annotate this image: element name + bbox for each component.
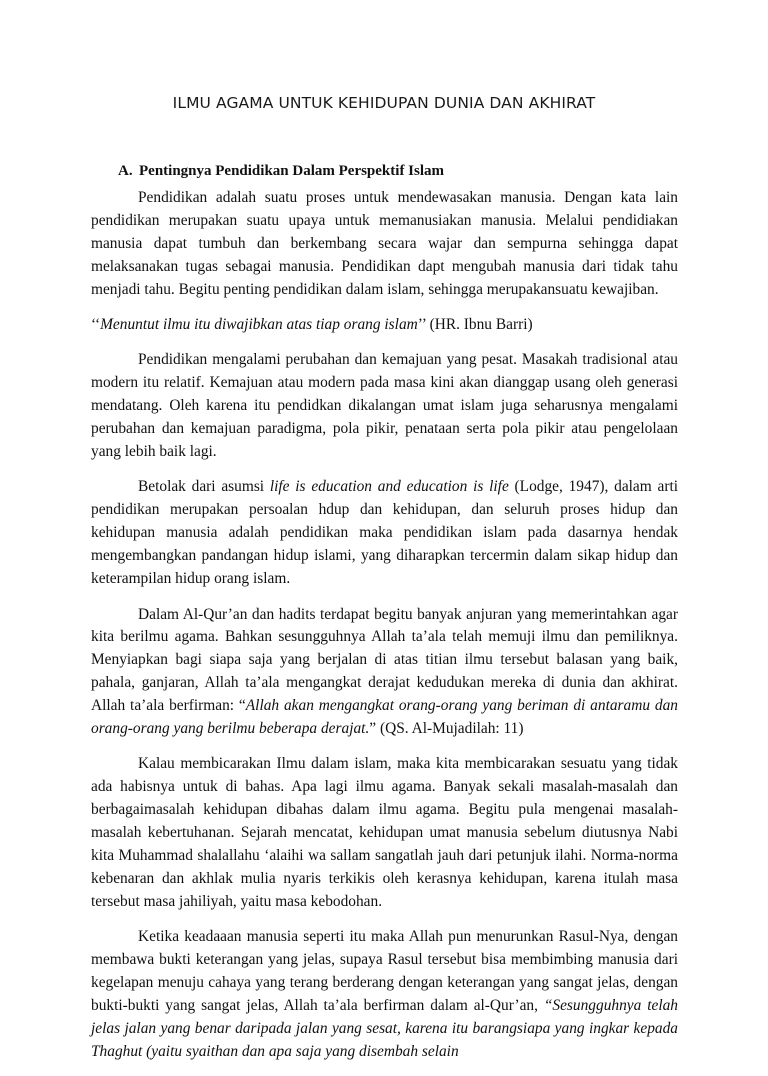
paragraph-6-before: Ketika keadaaan manusia seperti itu maka Allah pun menurunkan Rasul-Nya, dengan membawa bukti keterangan yang jelas, supaya Rasul tersebut bisa membimbing manusia dari kegelapan menuju cahaya yang terang berderang dengan keterangan yang sangat jelas, dengan bukti-bukti yang sangat jelas, Allah ta’ala berfirman dalam al-Qur’an, xyxy=(91,928,678,1014)
paragraph-4-after: ” (QS. Al-Mujadilah: 11) xyxy=(369,720,524,738)
paragraph-4-before: Dalam Al-Qur’an dan hadits terdapat begitu banyak anjuran yang memerintahkan agar kita berilmu agama. Bahkan sesungguhnya Allah ta’ala telah memuji ilmu dan pemiliknya. Menyiapkan bagi siapa saja yang berjalan di atas titian ilmu tersebut balasan yang baik, pahala, ganjaran, Allah ta’ala mengangkat derajat kedudukan mereka di dunia dan akhirat. Allah ta’ala berfirman: “ xyxy=(91,605,678,715)
paragraph-3 xyxy=(91,476,678,591)
section-heading xyxy=(118,163,444,180)
document-title: ILMU AGAMA UNTUK KEHIDUPAN DUNIA DAN AKHIRAT xyxy=(172,94,596,112)
section-heading-text: Pentingnya Pendidikan Dalam Perspektif Islam xyxy=(139,163,445,179)
paragraph-3-after: (Lodge, 1947), dalam arti pendidikan merupakan persoalan hdup dan kehidupan, dan seluruh proses hidup dan kehidupan manusia adalah pendidikan maka pendidikan islam pada dasarnya hendak mengembangkan pandangan hidup islami, yang diharapkan tercermin dalam sikap hidup dan keterampilan hidup orang islam. xyxy=(91,478,679,588)
document-body xyxy=(91,187,678,1076)
hadith-quote-line xyxy=(91,314,678,337)
paragraph-2: Pendidikan mengalami perubahan dan kemajuan yang pesat. Masakah tradisional atau modern itu relatif. Kemajuan atau modern pada masa kini akan dianggap usang oleh generasi mendatang. Oleh karena itu pendidkan dikalangan umat islam juga seharusnya mengalami perubahan dan kemajuan paradigma, pola pikir, penataan serta pola pikir atau pengelolaan yang lebih baik lagi. xyxy=(91,351,678,461)
hadith-open-quote: ‘‘ xyxy=(91,316,101,334)
section-number: A. xyxy=(118,163,133,179)
quran-quote: Allah akan mengangkat orang-orang yang beriman di antaramu dan orang-orang yang berilmu beberapa derajat. xyxy=(91,697,678,738)
paragraph-5: Kalau membicarakan Ilmu dalam islam, maka kita membicarakan sesuatu yang tidak ada habisnya untuk di bahas. Apa lagi ilmu agama. Banyak sekali masalah-masalah dan berbagaimasalah kehidupan dibahas dalam ilmu agama. Begitu pula mengenai masalah-masalah kebertuhanan. Sejarah mencatat, kehidupan umat manusia sebelum diutusnya Nabi kita Muhammad shalallahu ‘alaihi wa sallam sangatlah jauh dari petunjuk ilahi. Norma-norma kebenaran dan akhlak mulia nyaris terkikis oleh kerasnya kehidupan, karena itulah masa tersebut masa jahiliyah, yaitu masa kebodohan. xyxy=(91,755,678,910)
hadith-close-quote: ’’ xyxy=(417,316,426,334)
paragraph-1: Pendidikan adalah suatu proses untuk mendewasakan manusia. Dengan kata lain pendidikan merupakan suatu upaya untuk memanusiakan manusia. Melalui pendidiakan manusia dapat tumbuh dan berkembang secara wajar dan sempurna sehingga dapat melaksanakan tugas sebagai manusia. Pendidikan dapt mengubah manusia dari tidak tahu menjadi tahu. Begitu penting pendidikan dalam islam, sehingga merupakansuatu kewajiban. xyxy=(91,189,678,298)
hadith-text: Menuntut ilmu itu diwajibkan atas tiap orang islam xyxy=(100,316,418,334)
paragraph-3-italic: life is education and education is life xyxy=(269,478,509,496)
hadith-source: (HR. Ibnu Barri) xyxy=(425,316,533,334)
paragraph-3-before: Betolak dari asumsi xyxy=(138,478,270,496)
paragraph-4 xyxy=(91,604,678,741)
paragraph-6 xyxy=(91,926,678,1063)
quran-quote-2: “Sesungguhnya telah jelas jalan yang benar daripada jalan yang sesat, karena itu barangsiapa yang ingkar kepada Thaghut (yaitu syaithan dan apa saja yang disembah selain xyxy=(91,997,678,1060)
